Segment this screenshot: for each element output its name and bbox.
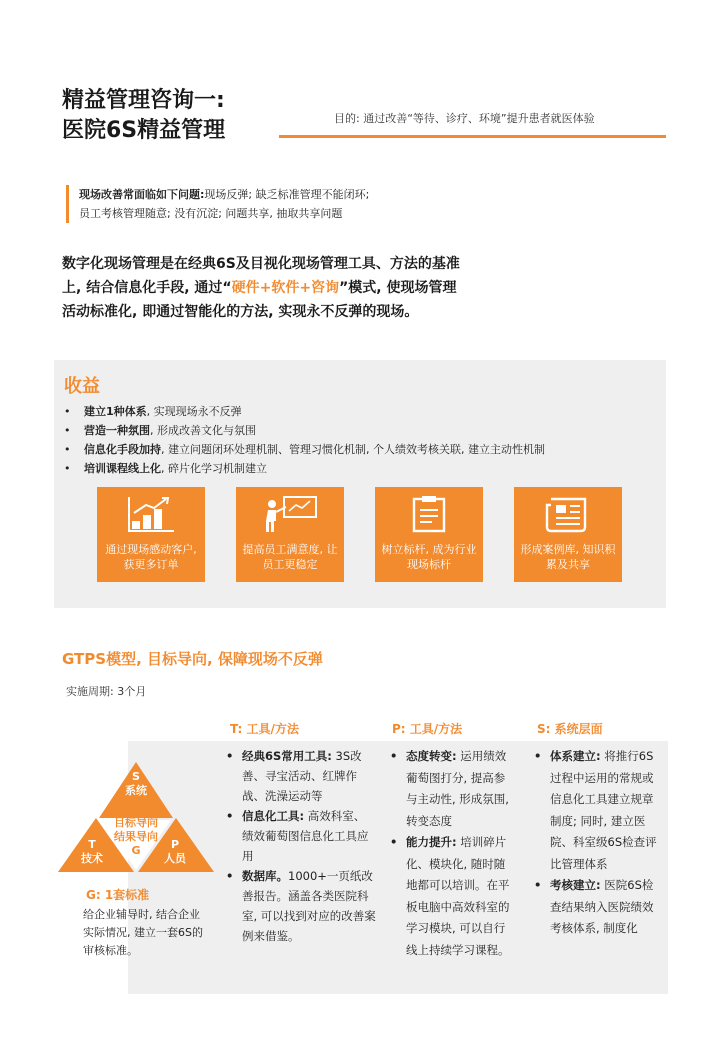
intro-part2: ”模式, 使现场管理活动标准化, 即通过智能化的方法, 实现永不反弹的现场。: [62, 280, 457, 320]
item-rest: 高效科室、绩效葡萄图信息化工具应用: [242, 809, 369, 863]
problem-line1: 现场反弹; 缺乏标准管理不能闭环;: [204, 188, 370, 201]
item-bold: 信息化工具:: [242, 809, 305, 823]
item-rest: 将推行6S过程中运用的常规或信息化工具建立规章制度; 同时, 建立医院、科室级6S检查评比管理体系: [550, 749, 657, 871]
list-item: [64, 402, 545, 421]
implementation-period: 实施周期: 3个月: [66, 685, 147, 698]
list-item: [226, 866, 376, 946]
list-item: [534, 746, 658, 875]
triangle-center-line1: 目标导向: [114, 816, 158, 829]
benefit-rest: , 碎片化学习机制建立: [161, 462, 267, 475]
benefit-bold: 营造一种氛围: [84, 424, 150, 437]
page-title-line1: 精益管理咨询一:: [62, 88, 225, 113]
benefit-bold: 培训课程线上化: [84, 462, 161, 475]
item-bold: 态度转变:: [406, 749, 457, 763]
list-item: [64, 421, 545, 440]
benefit-card-orders: [97, 487, 205, 582]
benefit-bold: 建立1种体系: [84, 405, 147, 418]
triangle-p-label: 人员: [164, 852, 186, 865]
benefit-card-staff: [236, 487, 344, 582]
item-bold: 体系建立:: [550, 749, 601, 763]
intro-part1: 数字化现场管理是在经典6S及目视化现场管理工具、方法的基准上, 结合信息化手段, 通过“: [62, 256, 460, 296]
g-standard-title: G: 1套标准: [86, 888, 150, 902]
page-title: [62, 86, 225, 146]
intro-highlight: 硬件+软件+咨询: [231, 280, 340, 296]
problem-lead: 现场改善常面临如下问题:: [79, 188, 205, 201]
list-item: [64, 440, 545, 459]
benefit-rest: , 建立问题闭环处理机制、管理习惯化机制, 个人绩效考核关联, 建立主动性机制: [161, 443, 545, 456]
item-bold: 经典6S常用工具:: [242, 749, 332, 763]
item-bold: 考核建立:: [550, 878, 601, 892]
list-item: [390, 832, 516, 961]
list-item: [534, 875, 658, 940]
benefit-card-cases: [514, 487, 622, 582]
bar-chart-icon: [97, 495, 205, 533]
intro-paragraph: [62, 252, 462, 324]
benefit-bold: 信息化手段加持: [84, 443, 161, 456]
benefits-list: [64, 402, 545, 478]
triangle-p-letter: P: [170, 838, 180, 851]
triangle-g-letter: G: [131, 844, 141, 857]
benefit-rest: , 形成改善文化与氛围: [150, 424, 256, 437]
column-head-p: P: 工具/方法: [392, 722, 463, 736]
list-item: [64, 459, 545, 478]
card-caption: 形成案例库, 知识积累及共享: [520, 543, 616, 571]
problem-line2: 员工考核管理随意; 没有沉淀; 问题共享, 抽取共享问题: [79, 207, 343, 220]
triangle-center: [101, 816, 171, 858]
item-rest: 培训碎片化、模块化, 随时随地都可以培训。在平板电脑中高效科室的学习模块, 可以自行线上持续学习课程。: [406, 835, 510, 957]
g-standard-text: 给企业辅导时, 结合企业实际情况, 建立一套6S的审核标准。: [83, 908, 203, 957]
list-item: [390, 746, 516, 832]
column-s-list: [534, 746, 658, 940]
column-p-list: [390, 746, 516, 961]
list-item: [226, 746, 376, 806]
triangle-s-letter: S: [132, 770, 140, 783]
item-bold: 数据库。: [242, 869, 288, 883]
column-head-t: T: 工具/方法: [230, 722, 299, 736]
triangle-center-line2: 结果导向: [114, 830, 158, 843]
card-caption: 提高员工满意度, 让员工更稳定: [242, 543, 338, 571]
card-caption: 树立标杆, 成为行业现场标杆: [381, 543, 477, 571]
clipboard-icon: [375, 495, 483, 533]
item-rest: 医院6S检查结果纳入医院绩效考核体系, 制度化: [550, 878, 654, 935]
item-rest: 运用绩效葡萄图打分, 提高参与主动性, 形成氛围, 转变态度: [406, 749, 509, 828]
item-bold: 能力提升:: [406, 835, 457, 849]
page-title-line2: 医院6S精益管理: [62, 118, 226, 143]
triangle-s-label: 系统: [125, 784, 147, 797]
benefit-card-benchmark: [375, 487, 483, 582]
triangle-s: [106, 770, 166, 798]
column-t-list: [226, 746, 376, 946]
item-rest: 3S改善、寻宝活动、红牌作战、洗澡运动等: [242, 749, 362, 803]
benefit-rest: , 实现现场永不反弹: [146, 405, 242, 418]
item-rest: 1000+一页纸改善报告。涵盖各类医院科室, 可以找到对应的改善案例来借鉴。: [242, 869, 376, 943]
card-caption: 通过现场感动客户, 获更多订单: [105, 543, 197, 571]
title-divider: [279, 135, 666, 138]
list-item: [226, 806, 376, 866]
triangle-t-label: 技术: [81, 852, 103, 865]
problem-block: [66, 185, 369, 223]
benefits-title: 收益: [64, 376, 100, 397]
presenter-icon: [236, 495, 344, 533]
column-head-s: S: 系统层面: [537, 722, 603, 736]
newspaper-icon: [514, 495, 622, 533]
triangle-t-letter: T: [88, 838, 96, 851]
gtps-title: GTPS模型, 目标导向, 保障现场不反弹: [62, 650, 323, 668]
purpose-text: 目的: 通过改善“等待、诊疗、环境”提升患者就医体验: [334, 112, 595, 125]
